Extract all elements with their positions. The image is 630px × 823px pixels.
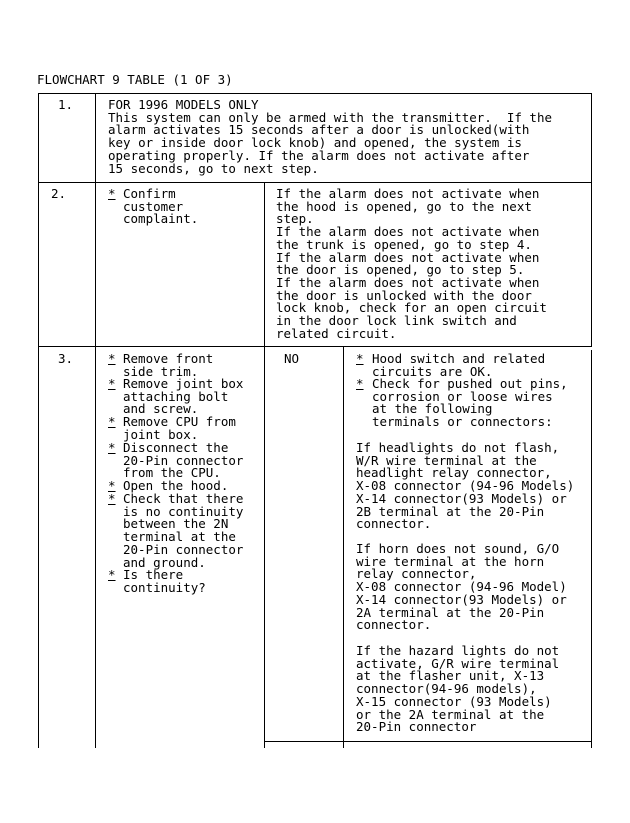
row3-horn-paragraph: If horn does not sound, G/O wire terminal at the horn relay connector, X-08 connector (94-96 Model) X-14 connector(93 Models) or 2A terminal at the 20-Pin connector. <box>356 541 567 633</box>
row3-action-bullet: * <box>108 478 116 493</box>
row3-action-bullet: * <box>108 567 116 582</box>
row3-hazard-paragraph: If the hazard lights do not activate, G/R wire terminal at the flasher unit, X-13 connector(94-96 models), X-15 connector (93 Models) or the 2A terminal at the 20-Pin connector <box>356 643 560 735</box>
number-column-divider <box>95 93 96 748</box>
row3-check-bullet: * <box>356 376 364 391</box>
row3-action-bullet: * <box>108 491 116 506</box>
page-title: FLOWCHART 9 TABLE (1 OF 3) <box>37 72 233 87</box>
row3-action-item: Remove front side trim. <box>123 351 214 379</box>
row1-step-number: 1. <box>58 97 74 112</box>
row1-bottom-border <box>38 182 592 183</box>
answer-column-divider <box>343 346 344 748</box>
row3-step-number: 3. <box>58 351 74 366</box>
row2-step-number: 2. <box>51 186 67 201</box>
right-border-upper <box>591 93 592 346</box>
row3-action-bullet: * <box>108 440 116 455</box>
row2-result-text: If the alarm does not activate when the hood is opened, go to the next step. If the alarm does not activate when the trunk is opened, go to step 4. If the alarm does not activate when the door is opened, go to step 5. If the alarm does not activate when the door is unlocked with the door lock knob, check for an open circuit in the door lock link switch and related circuit. <box>276 186 547 341</box>
row1-text: FOR 1996 MODELS ONLY This system can only be armed with the transmitter. If the alarm activates 15 seconds after a door is unlocked(with key or inside door lock knob) and opened, the system is operating properly. If the alarm does not activate after 15 seconds, go to next step. <box>108 97 553 176</box>
row2-action-text: Confirm customer complaint. <box>123 186 199 227</box>
row2-bottom-border <box>38 346 592 347</box>
row3-action-bullet: * <box>108 414 116 429</box>
row3-check-bullet: * <box>356 351 364 366</box>
row2-bullet: * <box>108 186 116 201</box>
action-column-divider <box>264 182 265 748</box>
row3-action-item: Remove CPU from joint box. <box>123 414 236 442</box>
row3-action-item: Is there continuity? <box>123 567 206 595</box>
row3-action-item: Disconnect the 20-Pin connector from the CPU. <box>123 440 244 481</box>
table-top-border <box>38 93 592 94</box>
row3-check-item: Hood switch and related circuits are OK. <box>372 351 546 379</box>
row3-action-bullet: * <box>108 376 116 391</box>
row3-check-item: Check for pushed out pins, corrosion or loose wires at the following terminals or connectors: <box>372 376 568 430</box>
row3-answer-no: NO <box>284 351 300 366</box>
row3-partial-border <box>264 741 592 742</box>
row3-action-bullet: * <box>108 351 116 366</box>
row3-action-item: Open the hood. <box>123 478 229 493</box>
row3-action-item: Check that there is no continuity between the 2N terminal at the 20-Pin connector and ground. <box>123 491 244 570</box>
row3-action-item: Remove joint box attaching bolt and screw. <box>123 376 244 417</box>
row3-headlights-paragraph: If headlights do not flash, W/R wire terminal at the headlight relay connector, X-08 connector (94-96 Models) X-14 connector(93 Models) or 2B terminal at the 20-Pin connector. <box>356 440 575 532</box>
left-border <box>38 93 39 748</box>
right-border-lower <box>591 350 592 748</box>
